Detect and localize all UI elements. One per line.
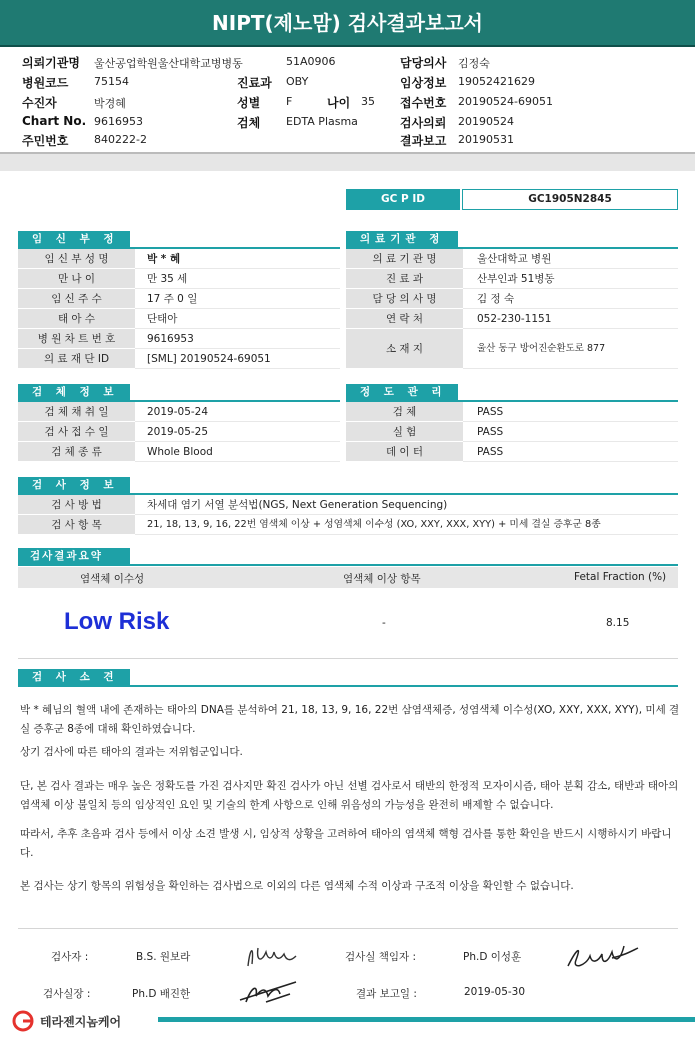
report-date-footer: 2019-05-30 [464, 986, 526, 998]
receipt-label: 접수번호 [400, 96, 447, 110]
qc-data-label: 데 이 터 [346, 442, 463, 462]
abnormal-value: - [382, 617, 386, 629]
address-label: 소 재 지 [346, 329, 463, 369]
chart-value: 9616953 [94, 115, 143, 128]
director-label: 검사실 책임자 : [345, 951, 417, 963]
gestation-value: 17 주 0 일 [135, 289, 340, 309]
mother-name-value: 박 * 혜 [135, 249, 340, 269]
report-date-label: 결과보고 [400, 134, 447, 148]
findings-rule [18, 685, 678, 687]
mother-age-label: 만 나 이 [18, 269, 135, 289]
test-method-value: 차세대 염기 서열 분석법(NGS, Next Generation Sequencing) [135, 495, 678, 515]
qc-heading: 정 도 관 리 [346, 384, 458, 401]
foundation-id-value: [SML] 20190524-69051 [135, 349, 340, 369]
col-fetal-fraction: Fetal Fraction (%) [574, 571, 667, 583]
head-name: Ph.D 배진한 [132, 988, 191, 1000]
physician-label: 담 당 의 사 명 [346, 289, 463, 309]
mother-info-heading: 임 신 부 정 [18, 231, 130, 248]
report-date-label-footer: 결과 보고일 : [356, 988, 417, 1000]
institution-name-value: 울산대학교 병원 [463, 249, 678, 269]
head-label: 검사실장 : [43, 988, 91, 1000]
mother-age-value: 만 35 세 [135, 269, 340, 289]
qc-data-value: PASS [463, 442, 678, 462]
company-logo [12, 1010, 121, 1032]
test-items-label: 검 사 항 목 [18, 515, 135, 535]
department-value: 산부인과 51병동 [463, 269, 678, 289]
qc-sample-label: 검 체 [346, 402, 463, 422]
fetal-fraction-value: 8.15 [606, 617, 630, 629]
company-name: 테라젠지놈케어 [40, 1014, 122, 1029]
receipt-date-value: 2019-05-25 [135, 422, 340, 442]
tester-name: B.S. 원보라 [136, 951, 191, 963]
chart-no-value: 9616953 [135, 329, 340, 349]
risk-result: Low Risk [64, 608, 170, 635]
doctor-value: 김정숙 [458, 57, 490, 70]
report-date-value: 20190531 [458, 133, 514, 146]
hospital-value: 울산공업학원울산대학교병병동 [94, 57, 243, 70]
qc-sample-value: PASS [463, 402, 678, 422]
id-label: 주민번호 [22, 134, 69, 148]
institution-heading: 의료기관 정 [346, 231, 458, 248]
mother-name-label: 임 신 부 성 명 [18, 249, 135, 269]
age-label: 나이 [327, 96, 351, 110]
fetus-count-label: 태 아 수 [18, 309, 135, 329]
findings-paragraph-2: 상기 검사에 따른 태아의 결과는 저위험군입니다. [20, 746, 243, 758]
findings-paragraph-3: 단, 본 검사 결과는 매우 높은 정확도를 가진 검사지만 확진 검사가 아닌 선별 검사로서 태반의 한정적 모자이시즘, 태아 분획 감소, 태반과 태아의 염색체 이상 불일치 등의 임상적인 요인 및 기술의 한계 사항으로 인해 위음성의 가능성을 완전히 배제할 수 없습니다. [20, 780, 679, 811]
tester-label: 검사자 : [51, 951, 89, 963]
clinical-label: 임상정보 [400, 76, 447, 90]
company-logo-icon [12, 1010, 38, 1032]
institution-name-label: 의 료 기 관 명 [346, 249, 463, 269]
foundation-id-label: 의 료 재 단 ID [18, 349, 135, 369]
physician-value: 김 정 숙 [463, 289, 678, 309]
header-info [0, 47, 695, 154]
collection-date-value: 2019-05-24 [135, 402, 340, 422]
clinical-value: 19052421629 [458, 75, 535, 88]
summary-rule [18, 564, 678, 566]
dept-value: OBY [286, 75, 309, 88]
collection-date-label: 검 체 채 취 일 [18, 402, 135, 422]
hosp-code-value: 75154 [94, 75, 129, 88]
chart-no-label: 병 원 차 트 번 호 [18, 329, 135, 349]
qc-experiment-value: PASS [463, 422, 678, 442]
test-info-heading: 검 사 정 보 [18, 477, 130, 494]
hospital-label: 의뢰기관명 [22, 56, 80, 70]
head-signature [236, 972, 300, 1008]
receipt-value: 20190524-69051 [458, 95, 553, 108]
sample-type-value: Whole Blood [135, 442, 340, 462]
sample-info-heading: 검 체 정 보 [18, 384, 130, 401]
hospital-code-value: 51A0906 [286, 55, 336, 68]
hosp-code-label: 병원코드 [22, 76, 69, 90]
id-value: 840222-2 [94, 133, 147, 146]
col-abnormal-items: 염색체 이상 항목 [343, 573, 421, 585]
gcp-id-label: GC P ID [346, 189, 460, 210]
findings-paragraph-5: 본 검사는 상기 항목의 위험성을 확인하는 검사법으로 이외의 다른 염색체 수적 이상과 구조적 이상을 확인할 수 없습니다. [20, 880, 574, 892]
signoff-rule [18, 928, 678, 929]
findings-paragraph-4: 따라서, 추후 초음파 검사 등에서 이상 소견 발생 시, 임상적 상황을 고려하여 태아의 염색체 핵형 검사를 통한 확인을 반드시 시행하시기 바랍니다. [20, 828, 672, 859]
contact-label: 연 락 처 [346, 309, 463, 329]
sample-type-label: 검 체 종 류 [18, 442, 135, 462]
col-aneuploidy: 염색체 이수성 [80, 573, 145, 585]
request-value: 20190524 [458, 115, 514, 128]
department-label: 진 료 과 [346, 269, 463, 289]
test-items-value: 21, 18, 13, 9, 16, 22번 염색체 이상 + 성염색체 이수성 (XO, XXY, XXX, XYY) + 미세 결실 증후군 8종 [135, 515, 678, 535]
specimen-value: EDTA Plasma [286, 115, 358, 128]
sex-label: 성별 [237, 96, 261, 110]
footer-bar [158, 1017, 695, 1022]
summary-heading: 검사결과요약 [18, 548, 130, 565]
director-signature [562, 936, 642, 976]
findings-heading: 검 사 소 견 [18, 669, 130, 686]
specimen-label: 검체 [237, 116, 261, 130]
test-method-label: 검 사 방 법 [18, 495, 135, 515]
director-name: Ph.D 이성훈 [463, 951, 522, 963]
patient-value: 박경혜 [94, 97, 126, 110]
sex-value: F [286, 95, 293, 108]
divider-band [0, 154, 695, 171]
gcp-id-value: GC1905N2845 [462, 189, 678, 210]
fetus-count-value: 단태아 [135, 309, 340, 329]
gestation-label: 임 신 주 수 [18, 289, 135, 309]
dept-label: 진료과 [237, 76, 272, 90]
qc-experiment-label: 실 험 [346, 422, 463, 442]
age-value: 35 [361, 95, 375, 108]
patient-label: 수진자 [22, 96, 57, 110]
doctor-label: 담당의사 [400, 56, 447, 70]
contact-value: 052-230-1151 [463, 309, 678, 329]
summary-bottom-rule [18, 658, 678, 659]
request-label: 검사의뢰 [400, 116, 447, 130]
findings-paragraph-1: 박 * 혜님의 혈액 내에 존재하는 태아의 DNA를 분석하여 21, 18, 13, 9, 16, 22번 삼염색체증, 성염색체 이수성(XO, XXY, XXX, XYY), 미세 결실 증후군 8종에 대해 확인하였습니다. [20, 704, 680, 735]
tester-signature [240, 938, 300, 974]
report-title: NIPT(제노맘) 검사결과보고서 [0, 0, 695, 47]
receipt-date-label: 검 사 접 수 일 [18, 422, 135, 442]
address-value: 울산 동구 방어진순환도로 877 [463, 329, 678, 369]
chart-label: Chart No. [22, 114, 87, 128]
